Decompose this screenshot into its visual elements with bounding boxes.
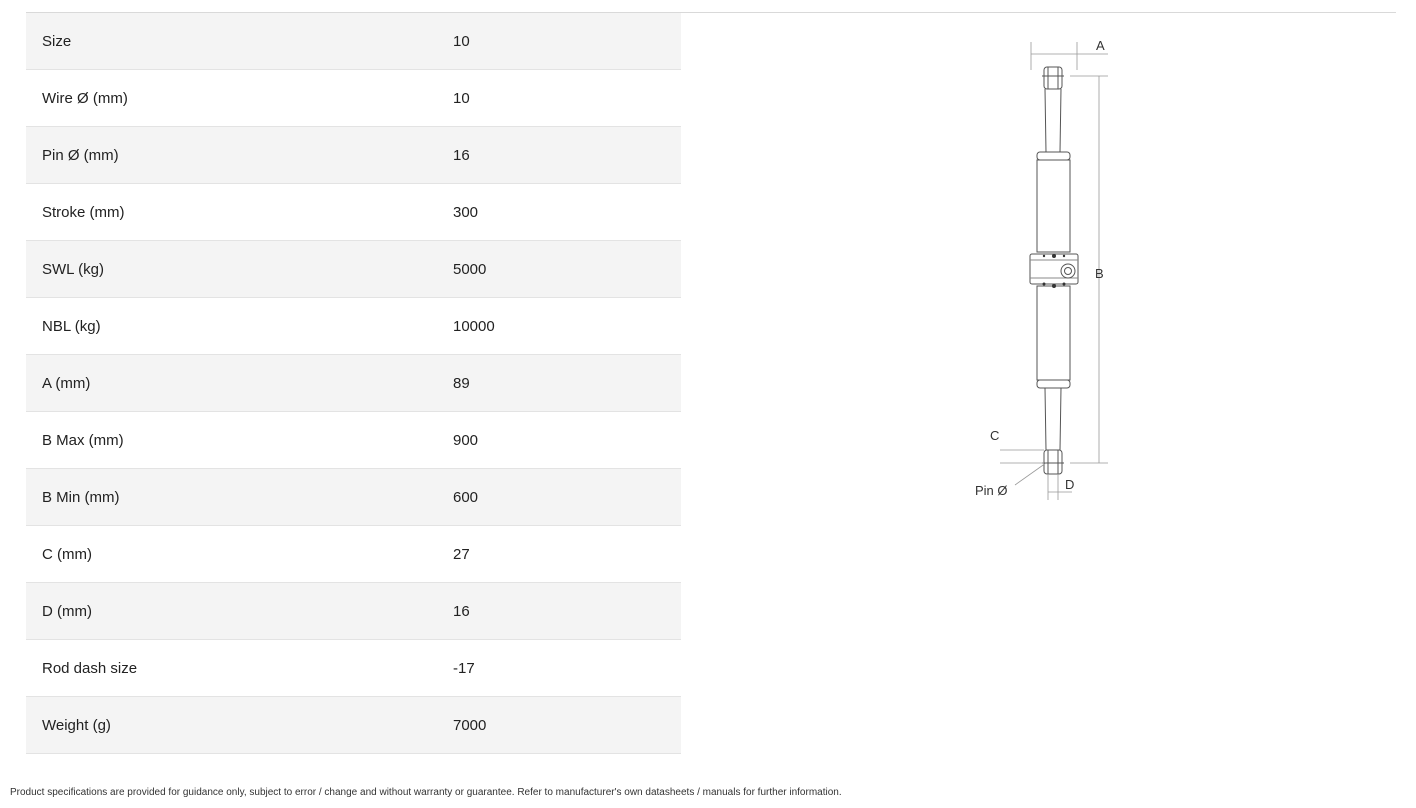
spec-label: Pin Ø (mm): [42, 146, 119, 164]
dimension-label-d: D: [1065, 477, 1075, 492]
spec-label: A (mm): [42, 374, 91, 392]
dimension-label-a: A: [1096, 38, 1105, 53]
spec-value: 16: [453, 146, 470, 164]
tensioner-diagram: [960, 30, 1120, 510]
spec-label: Stroke (mm): [42, 203, 125, 221]
spec-label: Size: [42, 32, 72, 50]
spec-label: C (mm): [42, 545, 92, 563]
spec-value: 27: [453, 545, 470, 563]
spec-row-nbl: [26, 298, 681, 355]
spec-label: B Min (mm): [42, 488, 120, 506]
spec-value: 300: [453, 203, 479, 221]
spec-value: 10: [453, 89, 470, 107]
spec-value: 600: [453, 488, 479, 506]
spec-row-swl: [26, 241, 681, 298]
spec-row-wire-diameter: [26, 70, 681, 127]
dimension-label-b: B: [1095, 266, 1104, 281]
spec-row-b-max: [26, 412, 681, 469]
spec-row-c: [26, 526, 681, 583]
spec-value: -17: [453, 659, 475, 677]
spec-row-stroke: [26, 184, 681, 241]
spec-row-weight: [26, 697, 681, 754]
spec-label: NBL (kg): [42, 317, 101, 335]
tensioner-drawing: [960, 30, 1120, 510]
spec-value: 7000: [453, 716, 487, 734]
spec-row-size: [26, 13, 681, 70]
spec-value: 10: [453, 32, 470, 50]
spec-value: 16: [453, 602, 470, 620]
disclaimer-text: Product specifications are provided for guidance only, subject to error / change and without warranty or guarantee. Refer to manufacturer's own datasheets / manuals for further information.: [10, 787, 842, 798]
spec-row-a: [26, 355, 681, 412]
spec-label: D (mm): [42, 602, 92, 620]
spec-label: Weight (g): [42, 716, 111, 734]
dimension-label-c: C: [990, 428, 1000, 443]
spec-label: Wire Ø (mm): [42, 89, 128, 107]
spec-row-d: [26, 583, 681, 640]
spec-row-b-min: [26, 469, 681, 526]
spec-value: 89: [453, 374, 470, 392]
spec-label: SWL (kg): [42, 260, 104, 278]
dimension-label-pin: Pin Ø: [975, 483, 1008, 498]
spec-label: Rod dash size: [42, 659, 138, 677]
spec-value: 900: [453, 431, 479, 449]
spec-row-pin-diameter: [26, 127, 681, 184]
spec-row-rod-dash-size: [26, 640, 681, 697]
spec-table: [26, 13, 681, 754]
spec-label: B Max (mm): [42, 431, 124, 449]
spec-value: 5000: [453, 260, 487, 278]
spec-value: 10000: [453, 317, 495, 335]
